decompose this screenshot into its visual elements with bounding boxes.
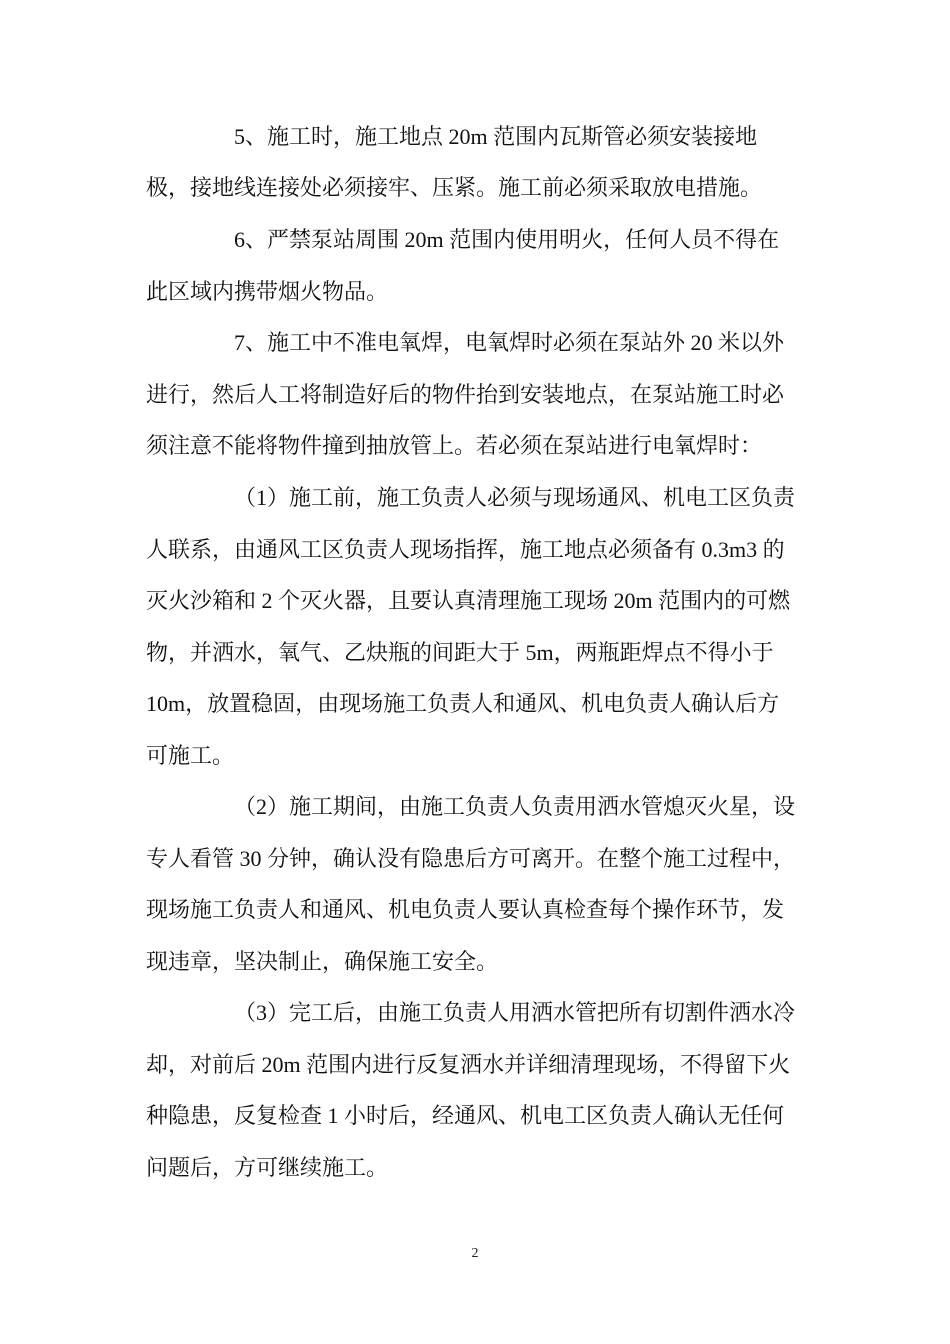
text-line: （2）施工期间，由施工负责人负责用洒水管熄灭火星，设 xyxy=(234,794,796,819)
text-line: 6、严禁泵站周围 20m 范围内使用明火，任何人员不得在 xyxy=(234,227,780,252)
text-line: 此区域内携带烟火物品。 xyxy=(146,279,389,304)
text-line: 须注意不能将物件撞到抽放管上。若必须在泵站进行电氧焊时： xyxy=(146,433,763,458)
text-line: 灭火沙箱和 2 个灭火器，且要认真清理施工现场 20m 范围内的可燃 xyxy=(146,588,791,613)
text-line: 10m，放置稳固，由现场施工负责人和通风、机电负责人确认后方 xyxy=(146,691,780,716)
text-line: 物，并洒水，氧气、乙炔瓶的间距大于 5m，两瓶距焊点不得小于 xyxy=(146,640,774,665)
text-line: 现违章，坚决制止，确保施工安全。 xyxy=(146,949,499,974)
text-line: 种隐患，反复检查 1 小时后，经通风、机电工区负责人确认无任何 xyxy=(146,1103,785,1128)
page-number: 2 xyxy=(471,1246,479,1261)
text-line: 5、施工时，施工地点 20m 范围内瓦斯管必须安装接地 xyxy=(234,124,758,149)
text-line: 却，对前后 20m 范围内进行反复洒水并详细清理现场，不得留下火 xyxy=(146,1052,791,1077)
text-line: 可施工。 xyxy=(146,743,235,768)
text-line: 现场施工负责人和通风、机电负责人要认真检查每个操作环节，发 xyxy=(146,897,785,922)
text-line: 问题后，方可继续施工。 xyxy=(146,1155,389,1180)
text-line: （3）完工后，由施工负责人用洒水管把所有切割件洒水冷 xyxy=(234,1000,796,1025)
text-line: 7、施工中不准电氧焊，电氧焊时必须在泵站外 20 米以外 xyxy=(234,330,785,355)
text-line: 进行，然后人工将制造好后的物件抬到安装地点，在泵站施工时必 xyxy=(146,382,785,407)
text-line: 极，接地线连接处必须接牢、压紧。施工前必须采取放电措施。 xyxy=(146,175,763,200)
text-line: 专人看管 30 分钟，确认没有隐患后方可离开。在整个施工过程中， xyxy=(146,846,796,871)
text-line: 人联系，由通风工区负责人现场指挥，施工地点必须备有 0.3m3 的 xyxy=(146,537,785,562)
text-line: （1）施工前，施工负责人必须与现场通风、机电工区负责 xyxy=(234,485,796,510)
